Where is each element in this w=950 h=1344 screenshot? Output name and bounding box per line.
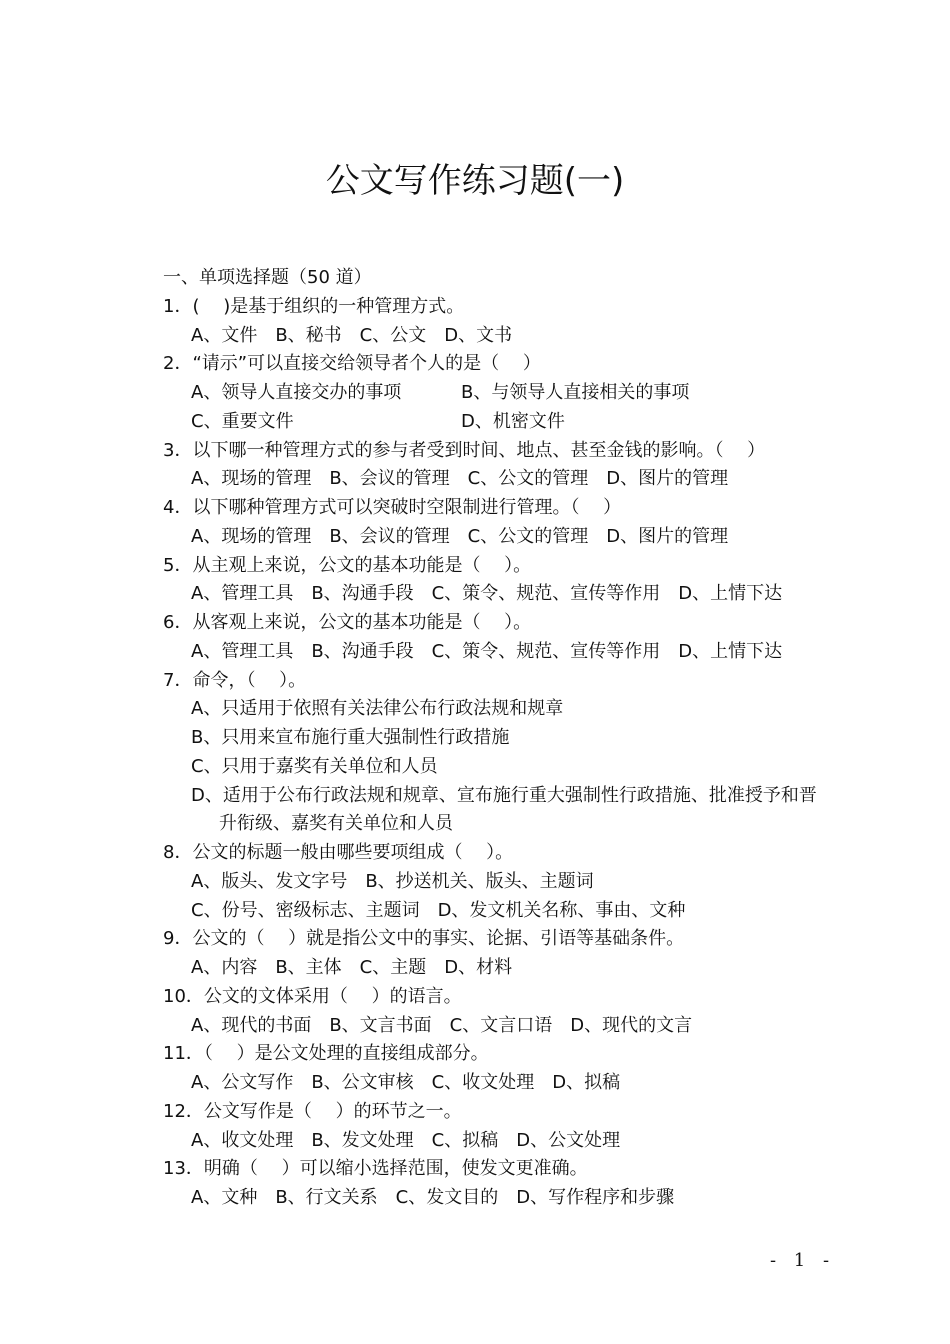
question-7: 7．命令，（ ）。	[163, 669, 307, 691]
question-5-options: A、管理工具 B、沟通手段 C、策令、规范、宣传等作用 D、上情下达	[191, 583, 783, 605]
section-heading: 一、单项选择题（50 道）	[163, 267, 372, 288]
question-4: 4．以下哪种管理方式可以突破时空限制进行管理。（ ）	[163, 497, 622, 518]
question-12-options: A、收文处理 B、发文处理 C、拟稿 D、公文处理	[191, 1129, 621, 1151]
question-7-option-c: C、只用于嘉奖有关单位和人员	[191, 755, 438, 777]
question-list	[163, 264, 843, 1213]
question-10: 10．公文的文体采用（ ）的语言。	[163, 985, 462, 1007]
question-2-option-d: D、机密文件	[461, 410, 565, 432]
question-13-options: A、文种 B、行文关系 C、发文目的 D、写作程序和步骤	[191, 1187, 675, 1208]
question-7-option-a: A、只适用于依照有关法律公布行政法规和规章	[191, 698, 564, 720]
question-3: 3．以下哪一种管理方式的参与者受到时间、地点、甚至金钱的影响。（ ）	[163, 439, 766, 461]
page-number: - 1 -	[770, 1250, 836, 1271]
question-8-options-ab: A、版头、发文字号 B、抄送机关、版头、主题词	[191, 870, 594, 892]
question-2-options-ab	[163, 379, 843, 408]
question-2-option-c: C、重要文件	[191, 410, 294, 432]
question-12: 12．公文写作是（ ）的环节之一。	[163, 1100, 462, 1122]
question-7-option-d-continued: 升衔级、嘉奖有关单位和人员	[219, 813, 453, 835]
document-title: 公文写作练习题(一)	[325, 161, 625, 201]
question-11-options: A、公文写作 B、公文审核 C、收文处理 D、拟稿	[191, 1072, 621, 1093]
question-1: 1．( )是基于组织的一种管理方式。	[163, 295, 465, 317]
question-1-options: A、文件 B、秘书 C、公文 D、文书	[191, 324, 513, 346]
question-10-options: A、现代的书面 B、文言书面 C、文言口语 D、现代的文言	[191, 1014, 693, 1036]
question-6-options: A、管理工具 B、沟通手段 C、策令、规范、宣传等作用 D、上情下达	[191, 640, 783, 662]
question-8: 8．公文的标题一般由哪些要项组成（ ）。	[163, 842, 514, 863]
question-2-option-b: B、与领导人直接相关的事项	[461, 382, 690, 403]
question-2-options-cd	[163, 408, 843, 437]
question-7-option-b: B、只用来宣布施行重大强制性行政措施	[191, 727, 510, 748]
question-8-options-cd: C、份号、密级标志、主题词 D、发文机关名称、事由、文种	[191, 899, 686, 921]
question-3-options: A、现场的管理 B、会议的管理 C、公文的管理 D、图片的管理	[191, 468, 729, 490]
question-6: 6．从客观上来说，公文的基本功能是（ ）。	[163, 612, 532, 633]
question-2: 2．“请示”可以直接交给领导者个人的是（ ）	[163, 353, 541, 375]
question-2-option-a: A、领导人直接交办的事项	[191, 382, 402, 403]
question-4-options: A、现场的管理 B、会议的管理 C、公文的管理 D、图片的管理	[191, 525, 729, 547]
question-9-options: A、内容 B、主体 C、主题 D、材料	[191, 957, 513, 978]
question-11: 11．（ ）是公文处理的直接组成部分。	[163, 1043, 489, 1065]
question-7-option-d: D、适用于公布行政法规和规章、宣布施行重大强制性行政措施、批准授予和晋	[191, 784, 817, 806]
question-13: 13．明确（ ）可以缩小选择范围，使发文更准确。	[163, 1158, 588, 1180]
question-9: 9．公文的（ ）就是指公文中的事实、论据、引语等基础条件。	[163, 928, 685, 950]
question-5: 5．从主观上来说，公文的基本功能是（ ）。	[163, 554, 532, 576]
